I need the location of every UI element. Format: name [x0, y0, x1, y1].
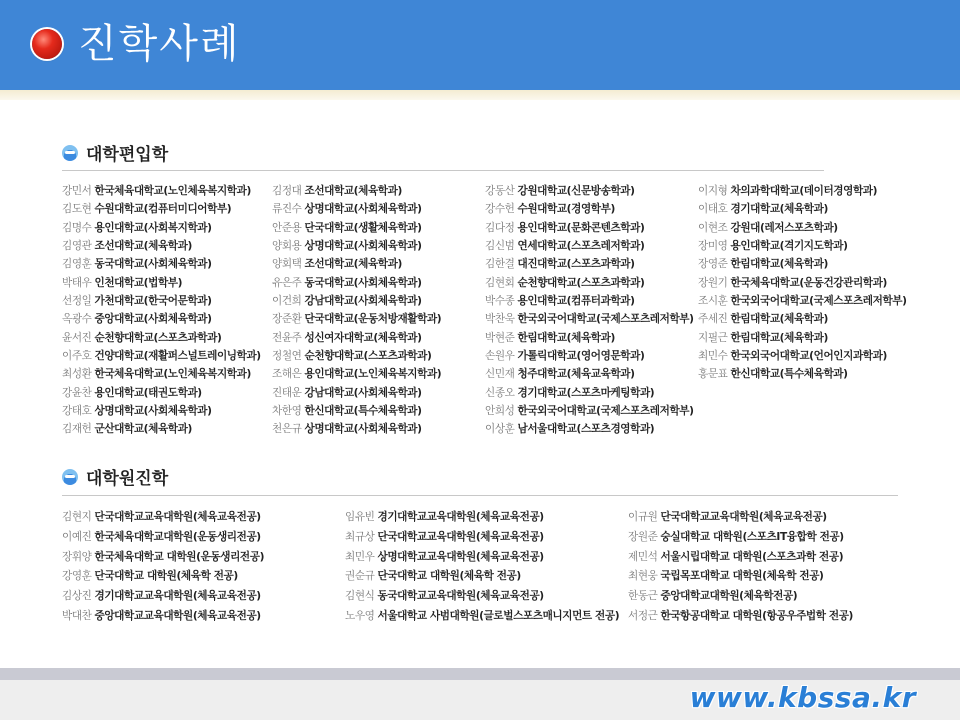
school-name: 단국대학교(운동처방재활학과) — [304, 313, 442, 326]
list-item — [62, 365, 261, 383]
list-item — [272, 237, 441, 255]
student-name: 차한영 — [272, 405, 302, 418]
list-item — [272, 347, 441, 365]
list-item — [698, 310, 907, 328]
school-name: 성신여자대학교(체육학과) — [304, 331, 422, 344]
list-item — [345, 508, 619, 528]
school-name: 인천대학교(법학부) — [94, 276, 183, 289]
school-name: 한림대학교(체육학과) — [730, 258, 828, 271]
student-name: 최규상 — [345, 530, 375, 543]
section-header-graduate — [62, 464, 168, 489]
footer-divider-bar — [0, 668, 960, 680]
school-name: 중앙대학교대학원(체육학전공) — [660, 590, 798, 603]
school-name: 가톨릭대학교(영어영문학과) — [517, 350, 645, 363]
school-name: 중앙대학교(사회체육학과) — [94, 313, 212, 326]
student-name: 한동근 — [628, 590, 658, 603]
school-name: 수원대학교(경영학부) — [517, 203, 615, 216]
student-name: 이태호 — [698, 203, 728, 216]
list-item — [485, 182, 694, 200]
list-item — [698, 255, 907, 273]
list-item — [272, 274, 441, 292]
list-item — [628, 587, 853, 607]
list-item — [485, 292, 694, 310]
red-bullet-icon — [32, 29, 62, 59]
list-item — [698, 219, 907, 237]
list-item — [62, 274, 261, 292]
student-name: 이규원 — [628, 511, 658, 523]
student-name: 임유빈 — [345, 511, 375, 523]
school-name: 대진대학교(스포츠과학과) — [517, 258, 635, 271]
list-item — [485, 219, 694, 237]
school-name: 한국외국어대학교(국제스포츠레저학부) — [517, 405, 694, 418]
list-item — [485, 365, 694, 383]
list-item — [272, 255, 441, 273]
student-name: 이건희 — [272, 295, 302, 308]
list-item — [485, 200, 694, 218]
student-name: 박수종 — [485, 295, 515, 308]
school-name: 한신대학교(특수체육학과) — [304, 405, 422, 418]
student-name: 진태운 — [272, 386, 302, 399]
student-name: 손원우 — [485, 350, 515, 363]
list-item — [62, 567, 264, 587]
school-name: 강남대학교(사회체육학과) — [304, 386, 422, 399]
student-name: 김명수 — [62, 221, 92, 234]
school-name: 한국체육대학교(노인체육복지학과) — [94, 368, 251, 381]
school-name: 한국외국어대학교(언어인지과학과) — [730, 350, 887, 363]
list-item — [698, 237, 907, 255]
list-item — [345, 567, 619, 587]
list-item — [62, 347, 261, 365]
student-name: 이상훈 — [485, 423, 515, 436]
student-name: 신민재 — [485, 368, 515, 381]
section-bullet-icon — [62, 145, 78, 161]
student-name: 강민서 — [62, 185, 92, 197]
section-title: 대학원진학 — [86, 469, 169, 489]
school-name: 단국대학교(생활체육학과) — [304, 221, 422, 234]
student-name: 김재헌 — [62, 423, 92, 436]
website-url: www.kbssa.kr — [689, 681, 916, 714]
list-item — [628, 508, 853, 528]
list-item — [62, 219, 261, 237]
student-name: 제민석 — [628, 550, 658, 563]
school-name: 강원대(레저스포츠학과) — [730, 221, 838, 234]
list-item — [698, 347, 907, 365]
student-name: 이예진 — [62, 530, 92, 543]
list-item — [62, 329, 261, 347]
list-item — [62, 528, 264, 548]
graduate-column-2 — [345, 508, 619, 627]
school-name: 연세대학교(스포츠레저학과) — [517, 240, 645, 253]
list-item — [272, 420, 441, 438]
school-name: 한국항공대학교 대학원(항공우주법학 전공) — [660, 609, 853, 622]
student-name: 지필근 — [698, 331, 728, 344]
student-name: 최민수 — [698, 350, 728, 363]
school-name: 상명대학교(사회체육학과) — [304, 240, 422, 253]
school-name: 순천향대학교(스포츠과학과) — [517, 276, 645, 289]
school-name: 동국대학교교육대학원(체육교육전공) — [377, 590, 544, 603]
list-item — [485, 384, 694, 402]
school-name: 군산대학교(체육학과) — [94, 423, 192, 436]
school-name: 용인대학교(노인체육복지학과) — [304, 368, 442, 381]
school-name: 남서울대학교(스포츠경영학과) — [517, 423, 655, 436]
list-item — [272, 365, 441, 383]
list-item — [62, 402, 261, 420]
student-name: 주세진 — [698, 313, 728, 326]
school-name: 서울대학교 사범대학원(글로벌스포츠매니지먼트 전공) — [377, 609, 620, 622]
section-divider — [62, 495, 898, 496]
student-name: 조해은 — [272, 368, 302, 381]
school-name: 강남대학교(사회체육학과) — [304, 295, 422, 308]
student-name: 조시훈 — [698, 295, 728, 308]
school-name: 한국체육대학교대학원(운동생리전공) — [94, 530, 261, 543]
student-name: 전윤주 — [272, 331, 302, 344]
school-name: 조선대학교(체육학과) — [94, 240, 192, 253]
list-item — [485, 402, 694, 420]
list-item — [62, 200, 261, 218]
school-name: 강원대학교(신문방송학과) — [517, 185, 635, 197]
school-name: 단국대학교교육대학원(체육교육전공) — [94, 511, 261, 523]
list-item — [485, 255, 694, 273]
student-name: 김영훈 — [62, 258, 92, 271]
transfer-column-1 — [62, 182, 261, 439]
student-name: 강태호 — [62, 405, 92, 418]
student-name: 박찬욱 — [485, 313, 515, 326]
section-title: 대학편입학 — [86, 145, 169, 165]
school-name: 동국대학교(사회체육학과) — [94, 258, 212, 271]
school-name: 한국체육대학교 대학원(운동생리전공) — [94, 550, 265, 563]
list-item — [62, 384, 261, 402]
school-name: 경기대학교교육대학원(체육교육전공) — [377, 511, 544, 523]
school-name: 청주대학교(체육교육학과) — [517, 368, 635, 381]
student-name: 노우영 — [345, 609, 375, 622]
school-name: 용인대학교(격기지도학과) — [730, 240, 848, 253]
list-item — [698, 200, 907, 218]
student-name: 권순규 — [345, 570, 375, 583]
student-name: 강동산 — [485, 185, 515, 197]
list-item — [62, 508, 264, 528]
list-item — [62, 607, 264, 627]
graduate-column-3 — [628, 508, 853, 627]
list-item — [62, 420, 261, 438]
list-item — [485, 237, 694, 255]
school-name: 한림대학교(체육학과) — [517, 331, 615, 344]
list-item — [485, 310, 694, 328]
student-name: 선정일 — [62, 295, 92, 308]
school-name: 단국대학교교육대학원(체육교육전공) — [377, 530, 544, 543]
list-item — [628, 607, 853, 627]
page-title: 진학사례 — [78, 21, 241, 67]
student-name: 김상진 — [62, 590, 92, 603]
section-divider — [62, 170, 824, 171]
school-name: 순천향대학교(스포츠과학과) — [304, 350, 432, 363]
list-item — [62, 292, 261, 310]
school-name: 한국외국어대학교(국제스포츠레저학부) — [517, 313, 694, 326]
school-name: 용인대학교(사회복지학과) — [94, 221, 212, 234]
school-name: 용인대학교(컴퓨터과학과) — [517, 295, 635, 308]
school-name: 건양대학교(재활퍼스널트레이닝학과) — [94, 350, 261, 363]
student-name: 최현웅 — [628, 570, 658, 583]
student-name: 이지형 — [698, 185, 728, 197]
student-name: 양회택 — [272, 258, 302, 271]
list-item — [628, 548, 853, 568]
student-name: 서정근 — [628, 609, 658, 622]
school-name: 동국대학교(사회체육학과) — [304, 276, 422, 289]
student-name: 옥광수 — [62, 313, 92, 326]
student-name: 장영준 — [698, 258, 728, 271]
list-item — [345, 528, 619, 548]
student-name: 박대찬 — [62, 609, 92, 622]
student-name: 김신범 — [485, 240, 515, 253]
school-name: 가천대학교(한국어문학과) — [94, 295, 212, 308]
student-name: 이주호 — [62, 350, 92, 363]
school-name: 조선대학교(체육학과) — [304, 258, 402, 271]
school-name: 단국대학교 대학원(체육학 전공) — [377, 570, 521, 583]
list-item — [485, 420, 694, 438]
student-name: 강윤찬 — [62, 386, 92, 399]
student-name: 박현준 — [485, 331, 515, 344]
list-item — [698, 292, 907, 310]
list-item — [272, 310, 441, 328]
transfer-column-4 — [698, 182, 907, 384]
school-name: 한신대학교(특수체육학과) — [730, 368, 848, 381]
list-item — [272, 384, 441, 402]
school-name: 상명대학교(사회체육학과) — [304, 203, 422, 216]
school-name: 단국대학교교육대학원(체육교육전공) — [660, 511, 827, 523]
student-name: 장미영 — [698, 240, 728, 253]
school-name: 순천향대학교(스포츠과학과) — [94, 331, 222, 344]
list-item — [698, 329, 907, 347]
school-name: 중앙대학교교육대학원(체육교육전공) — [94, 609, 261, 622]
list-item — [698, 274, 907, 292]
list-item — [485, 274, 694, 292]
school-name: 한국체육대학교(운동건강관리학과) — [730, 276, 887, 289]
student-name: 장준환 — [272, 313, 302, 326]
school-name: 수원대학교(컴퓨터미디어학부) — [94, 203, 232, 216]
transfer-column-3 — [485, 182, 694, 439]
list-item — [272, 219, 441, 237]
list-item — [62, 310, 261, 328]
student-name: 천은규 — [272, 423, 302, 436]
school-name: 숭실대학교 대학원(스포츠IT융합학 전공) — [660, 530, 844, 543]
student-name: 장휘양 — [62, 550, 92, 563]
list-item — [345, 548, 619, 568]
student-name: 김영관 — [62, 240, 92, 253]
school-name: 서울시립대학교 대학원(스포츠과학 전공) — [660, 550, 844, 563]
list-item — [628, 567, 853, 587]
student-name: 김현회 — [485, 276, 515, 289]
list-item — [62, 255, 261, 273]
list-item — [628, 528, 853, 548]
school-name: 국립목포대학교 대학원(체육학 전공) — [660, 570, 824, 583]
student-name: 강영훈 — [62, 570, 92, 583]
student-name: 유은주 — [272, 276, 302, 289]
list-item — [62, 587, 264, 607]
school-name: 용인대학교(문화콘텐츠학과) — [517, 221, 645, 234]
student-name: 장원기 — [698, 276, 728, 289]
student-name: 양회용 — [272, 240, 302, 253]
student-name: 최민우 — [345, 550, 375, 563]
student-name: 최성환 — [62, 368, 92, 381]
school-name: 한림대학교(체육학과) — [730, 331, 828, 344]
student-name: 김다정 — [485, 221, 515, 234]
student-name: 장원준 — [628, 530, 658, 543]
list-item — [698, 365, 907, 383]
school-name: 상명대학교(사회체육학과) — [304, 423, 422, 436]
list-item — [485, 347, 694, 365]
student-name: 윤서진 — [62, 331, 92, 344]
school-name: 상명대학교(사회체육학과) — [94, 405, 212, 418]
student-name: 김현식 — [345, 590, 375, 603]
title-bar-accent-strip — [0, 90, 960, 100]
school-name: 상명대학교교육대학원(체육교육전공) — [377, 550, 544, 563]
list-item — [345, 607, 619, 627]
list-item — [62, 182, 261, 200]
transfer-column-2 — [272, 182, 441, 439]
student-name: 김도현 — [62, 203, 92, 216]
school-name: 경기대학교(체육학과) — [730, 203, 828, 216]
student-name: 박태우 — [62, 276, 92, 289]
list-item — [698, 182, 907, 200]
student-name: 홍문표 — [698, 368, 728, 381]
list-item — [272, 402, 441, 420]
school-name: 한국외국어대학교(국제스포츠레저학부) — [730, 295, 907, 308]
student-name: 안준용 — [272, 221, 302, 234]
student-name: 정철연 — [272, 350, 302, 363]
school-name: 차의과학대학교(데이터경영학과) — [730, 185, 878, 197]
school-name: 한림대학교(체육학과) — [730, 313, 828, 326]
student-name: 신종오 — [485, 386, 515, 399]
school-name: 경기대학교교육대학원(체육교육전공) — [94, 590, 261, 603]
list-item — [272, 329, 441, 347]
school-name: 조선대학교(체육학과) — [304, 185, 402, 197]
graduate-column-1 — [62, 508, 264, 627]
school-name: 용인대학교(태권도학과) — [94, 386, 202, 399]
list-item — [485, 329, 694, 347]
student-name: 안희성 — [485, 405, 515, 418]
student-name: 이현조 — [698, 221, 728, 234]
list-item — [272, 200, 441, 218]
list-item — [272, 292, 441, 310]
student-name: 강수헌 — [485, 203, 515, 216]
list-item — [62, 237, 261, 255]
student-name: 김현지 — [62, 511, 92, 523]
student-name: 김정대 — [272, 185, 302, 197]
student-name: 김한결 — [485, 258, 515, 271]
list-item — [345, 587, 619, 607]
section-header-transfer — [62, 140, 168, 165]
list-item — [272, 182, 441, 200]
section-bullet-icon — [62, 469, 78, 485]
school-name: 단국대학교 대학원(체육학 전공) — [94, 570, 238, 583]
list-item — [62, 548, 264, 568]
student-name: 류진수 — [272, 203, 302, 216]
school-name: 한국체육대학교(노인체육복지학과) — [94, 185, 251, 197]
school-name: 경기대학교(스포츠마케팅학과) — [517, 386, 655, 399]
